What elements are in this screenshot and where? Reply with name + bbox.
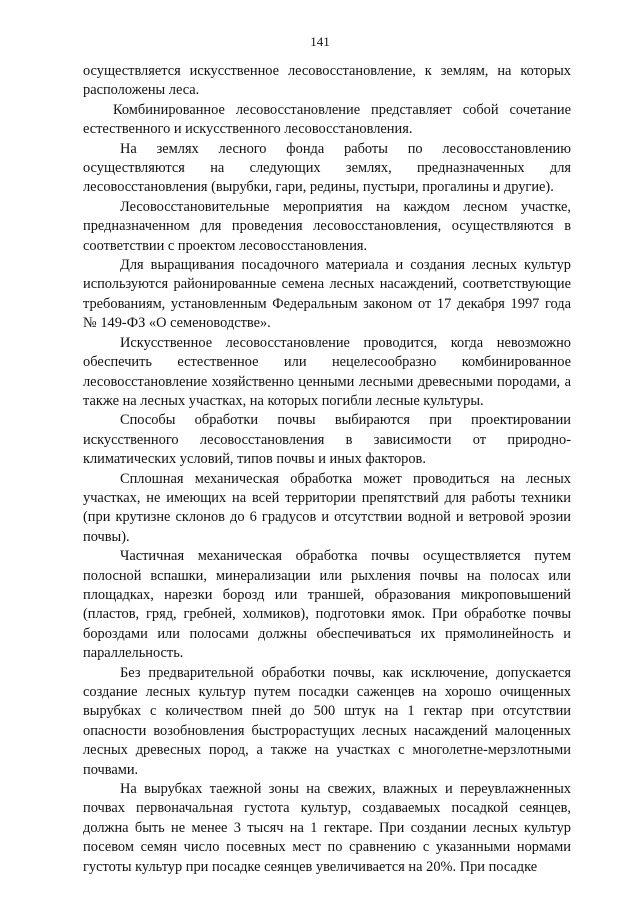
paragraph-taiga-cuttings: На вырубках таежной зоны на свежих, влажных и переувлажненных почвах первоначальная густота культур, создаваемых посадкой сеянцев, должна быть не менее 3 тысяч на 1 гектаре. При создании лесных культур посевом семян число посевных мест по сравнению с указанными нормами густоты культур при посадке сеянцев увеличивается на 20%. При посадке: [83, 781, 571, 875]
paragraph-continuation: осуществляется искусственное лесовосстановление, к землям, на которых расположены леса.: [83, 63, 571, 99]
paragraph-continuous-treatment: Сплошная механическая обработка может проводиться на лесных участках, не имеющих на всей территории препятствий для работы техники (при крутизне склонов до 6 градусов и отсутствии водной и ветровой эрозии почвы).: [83, 470, 571, 545]
page-number: 141: [310, 34, 330, 49]
paragraph-artificial-reforestation: Искусственное лесовосстановление проводится, когда невозможно обеспечить естественное или нецелесообразно комбинированное лесовосстановление хозяйственно ценными лесными древесными породами, а также на лесных участках, на которых погибли лесные культуры.: [83, 334, 571, 409]
paragraph-forest-fund-lands: На землях лесного фонда работы по лесовосстановлению осуществляются на следующих землях, предназначенных для лесовосстановления (вырубки, гари, редины, пустыри, прогалины и другие).: [83, 140, 571, 196]
paragraph-no-preliminary-treatment: Без предварительной обработки почвы, как исключение, допускается создание лесных культур путем посадки саженцев на хорошо очищенных вырубках с количеством пней до 500 штук на 1 гектар при отсутствии опасности возобновления быстрорастущих лесных насаждений малоценных лесных древесных пород, а также на участках с многолетне-мерзлотными почвами.: [83, 664, 571, 778]
paragraph-planting-material: Для выращивания посадочного материала и создания лесных культур используются районированные семена лесных насаждений, соответствующие требованиям, установленным Федеральным законом от 17 декабря 1997 года № 149-ФЗ «О семеноводстве».: [83, 257, 571, 332]
paragraph-combined-reforestation: Комбинированное лесовосстановление представляет собой сочетание естественного и искусственного лесовосстановления.: [83, 101, 571, 138]
document-body: [83, 62, 571, 877]
paragraph-reforestation-measures: Лесовосстановительные мероприятия на каждом лесном участке, предназначенном для проведения лесовосстановления, осуществляются в соответствии с проектом лесовосстановления.: [83, 198, 571, 254]
paragraph-partial-treatment: Частичная механическая обработка почвы осуществляется путем полосной вспашки, минерализации или рыхления почвы на полосах или площадках, нарезки борозд или траншей, образования микроповышений (пластов, гряд, гребней, холмиков), подготовки ямок. При обработке почвы бороздами или полосами должны обеспечиваться их прямолинейность и параллельность.: [83, 548, 571, 662]
paragraph-soil-treatment-methods: Способы обработки почвы выбираются при проектировании искусственного лесовосстановления в зависимости от природно-климатических условий, типов почвы и иных факторов.: [83, 412, 571, 468]
